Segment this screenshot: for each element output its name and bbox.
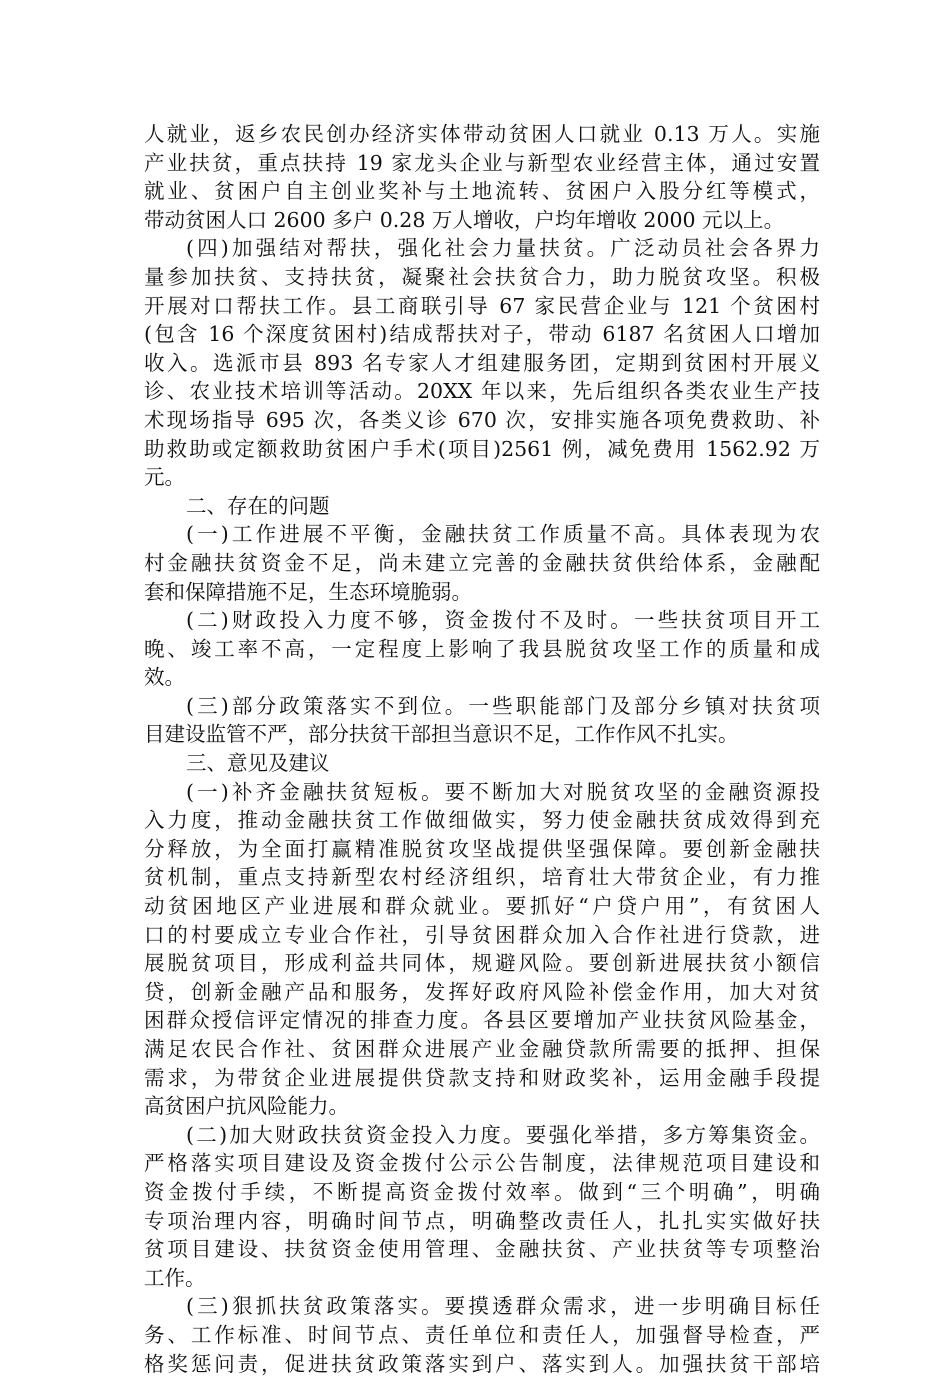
text-line: 目建设监管不严，部分扶贫干部担当意识不足，工作作风不扎实。 (144, 722, 739, 747)
text-line: 开展对口帮扶工作。县工商联引导 67 家民营企业与 121 个贫困村 (144, 293, 820, 318)
text-line: 带动贫困人口 2600 多户 0.28 万人增收，户均年增收 2000 元以上。 (144, 207, 785, 232)
text-line: 入力度，推动金融扶贫工作做细做实，努力使金融扶贫成效得到充 (144, 808, 820, 833)
text-line: 分释放，为全面打赢精准脱贫攻坚战提供坚强保障。要创新金融扶 (144, 836, 820, 861)
text-line: 就业、贫困户自主创业奖补与土地流转、贫困户入股分红等模式， (144, 179, 820, 204)
text-line: 展脱贫项目，形成利益共同体，规避风险。要创新进展扶贫小额信 (144, 951, 820, 976)
text-line: 口的村要成立专业合作社，引导贫困群众加入合作社进行贷款，进 (144, 922, 820, 947)
text-line: 诊、农业技术培训等活动。20XX 年以来，先后组织各类农业生产技 (144, 379, 820, 404)
text-line: 动贫困地区产业进展和群众就业。要抓好“户贷户用”，有贫困人 (144, 894, 820, 919)
document-body (144, 120, 820, 1378)
text-line: 二、存在的问题 (186, 493, 330, 518)
text-line: 助救助或定额救助贫困户手术(项目)2561 例，减免费用 1562.92 万 (144, 436, 820, 461)
text-line: 严格落实项目建设及资金拨付公示公告制度，法律规范项目建设和 (144, 1151, 820, 1176)
text-line: 贫项目建设、扶贫资金使用管理、金融扶贫、产业扶贫等专项整治 (144, 1237, 820, 1262)
text-line: 术现场指导 695 次，各类义诊 670 次，安排实施各项免费救助、补 (144, 407, 820, 432)
text-line: 套和保障措施不足，生态环境脆弱。 (144, 579, 472, 604)
text-line: 量参加扶贫、支持扶贫，凝聚社会扶贫合力，助力脱贫攻坚。积极 (144, 264, 820, 289)
text-line: (包含 16 个深度贫困村)结成帮扶对子，带动 6187 名贫困人口增加 (144, 322, 820, 347)
text-line: 资金拨付手续，不断提高资金拨付效率。做到“三个明确”，明确 (144, 1179, 820, 1204)
text-line: (二)财政投入力度不够，资金拨付不及时。一些扶贫项目开工 (186, 608, 820, 633)
text-line: 工作。 (144, 1265, 206, 1290)
text-line: 效。 (144, 665, 185, 690)
text-line: (一)工作进展不平衡，金融扶贫工作质量不高。具体表现为农 (186, 522, 820, 547)
text-line: 收入。选派市县 893 名专家人才组建服务团，定期到贫困村开展义 (144, 350, 820, 375)
text-line: 元。 (144, 465, 185, 490)
text-line: 产业扶贫，重点扶持 19 家龙头企业与新型农业经营主体，通过安置 (144, 150, 820, 175)
text-line: 贫机制，重点支持新型农村经济组织，培育壮大带贫企业，有力推 (144, 865, 820, 890)
text-line: 贷，创新金融产品和服务，发挥好政府风险补偿金作用，加大对贫 (144, 979, 820, 1004)
text-line: 高贫困户抗风险能力。 (144, 1094, 349, 1119)
text-line: (一)补齐金融扶贫短板。要不断加大对脱贫攻坚的金融资源投 (186, 779, 820, 804)
text-line: 晚、竣工率不高，一定程度上影响了我县脱贫攻坚工作的质量和成 (144, 636, 820, 661)
text-line: 务、工作标准、时间节点、责任单位和责任人，加强督导检查，严 (144, 1322, 820, 1347)
text-line: 村金融扶贫资金不足，尚未建立完善的金融扶贫供给体系，金融配 (144, 550, 820, 575)
text-line: 人就业，返乡农民创办经济实体带动贫困人口就业 0.13 万人。实施 (144, 122, 820, 146)
text-line: 三、意见及建议 (186, 751, 330, 776)
text-line: 满足农民合作社、贫困群众进展产业金融贷款所需要的抵押、担保 (144, 1037, 820, 1061)
text-line: 需求，为带贫企业进展提供贷款支持和财政奖补，运用金融手段提 (144, 1065, 820, 1090)
text-line: (三)部分政策落实不到位。一些职能部门及部分乡镇对扶贫项 (186, 693, 820, 718)
text-line: 格奖惩问责，促进扶贫政策落实到户、落实到人。加强扶贫干部培 (144, 1351, 820, 1376)
text-line: (三)狠抓扶贫政策落实。要摸透群众需求，进一步明确目标任 (186, 1294, 820, 1319)
text-line: 困群众授信评定情况的排查力度。各县区要增加产业扶贫风险基金， (144, 1008, 820, 1033)
text-line: 专项治理内容，明确时间节点，明确整改责任人，扎扎实实做好扶 (144, 1208, 820, 1233)
text-line: (二)加大财政扶贫资金投入力度。要强化举措，多方筹集资金。 (186, 1122, 820, 1147)
text-line: (四)加强结对帮扶，强化社会力量扶贫。广泛动员社会各界力 (186, 236, 820, 261)
